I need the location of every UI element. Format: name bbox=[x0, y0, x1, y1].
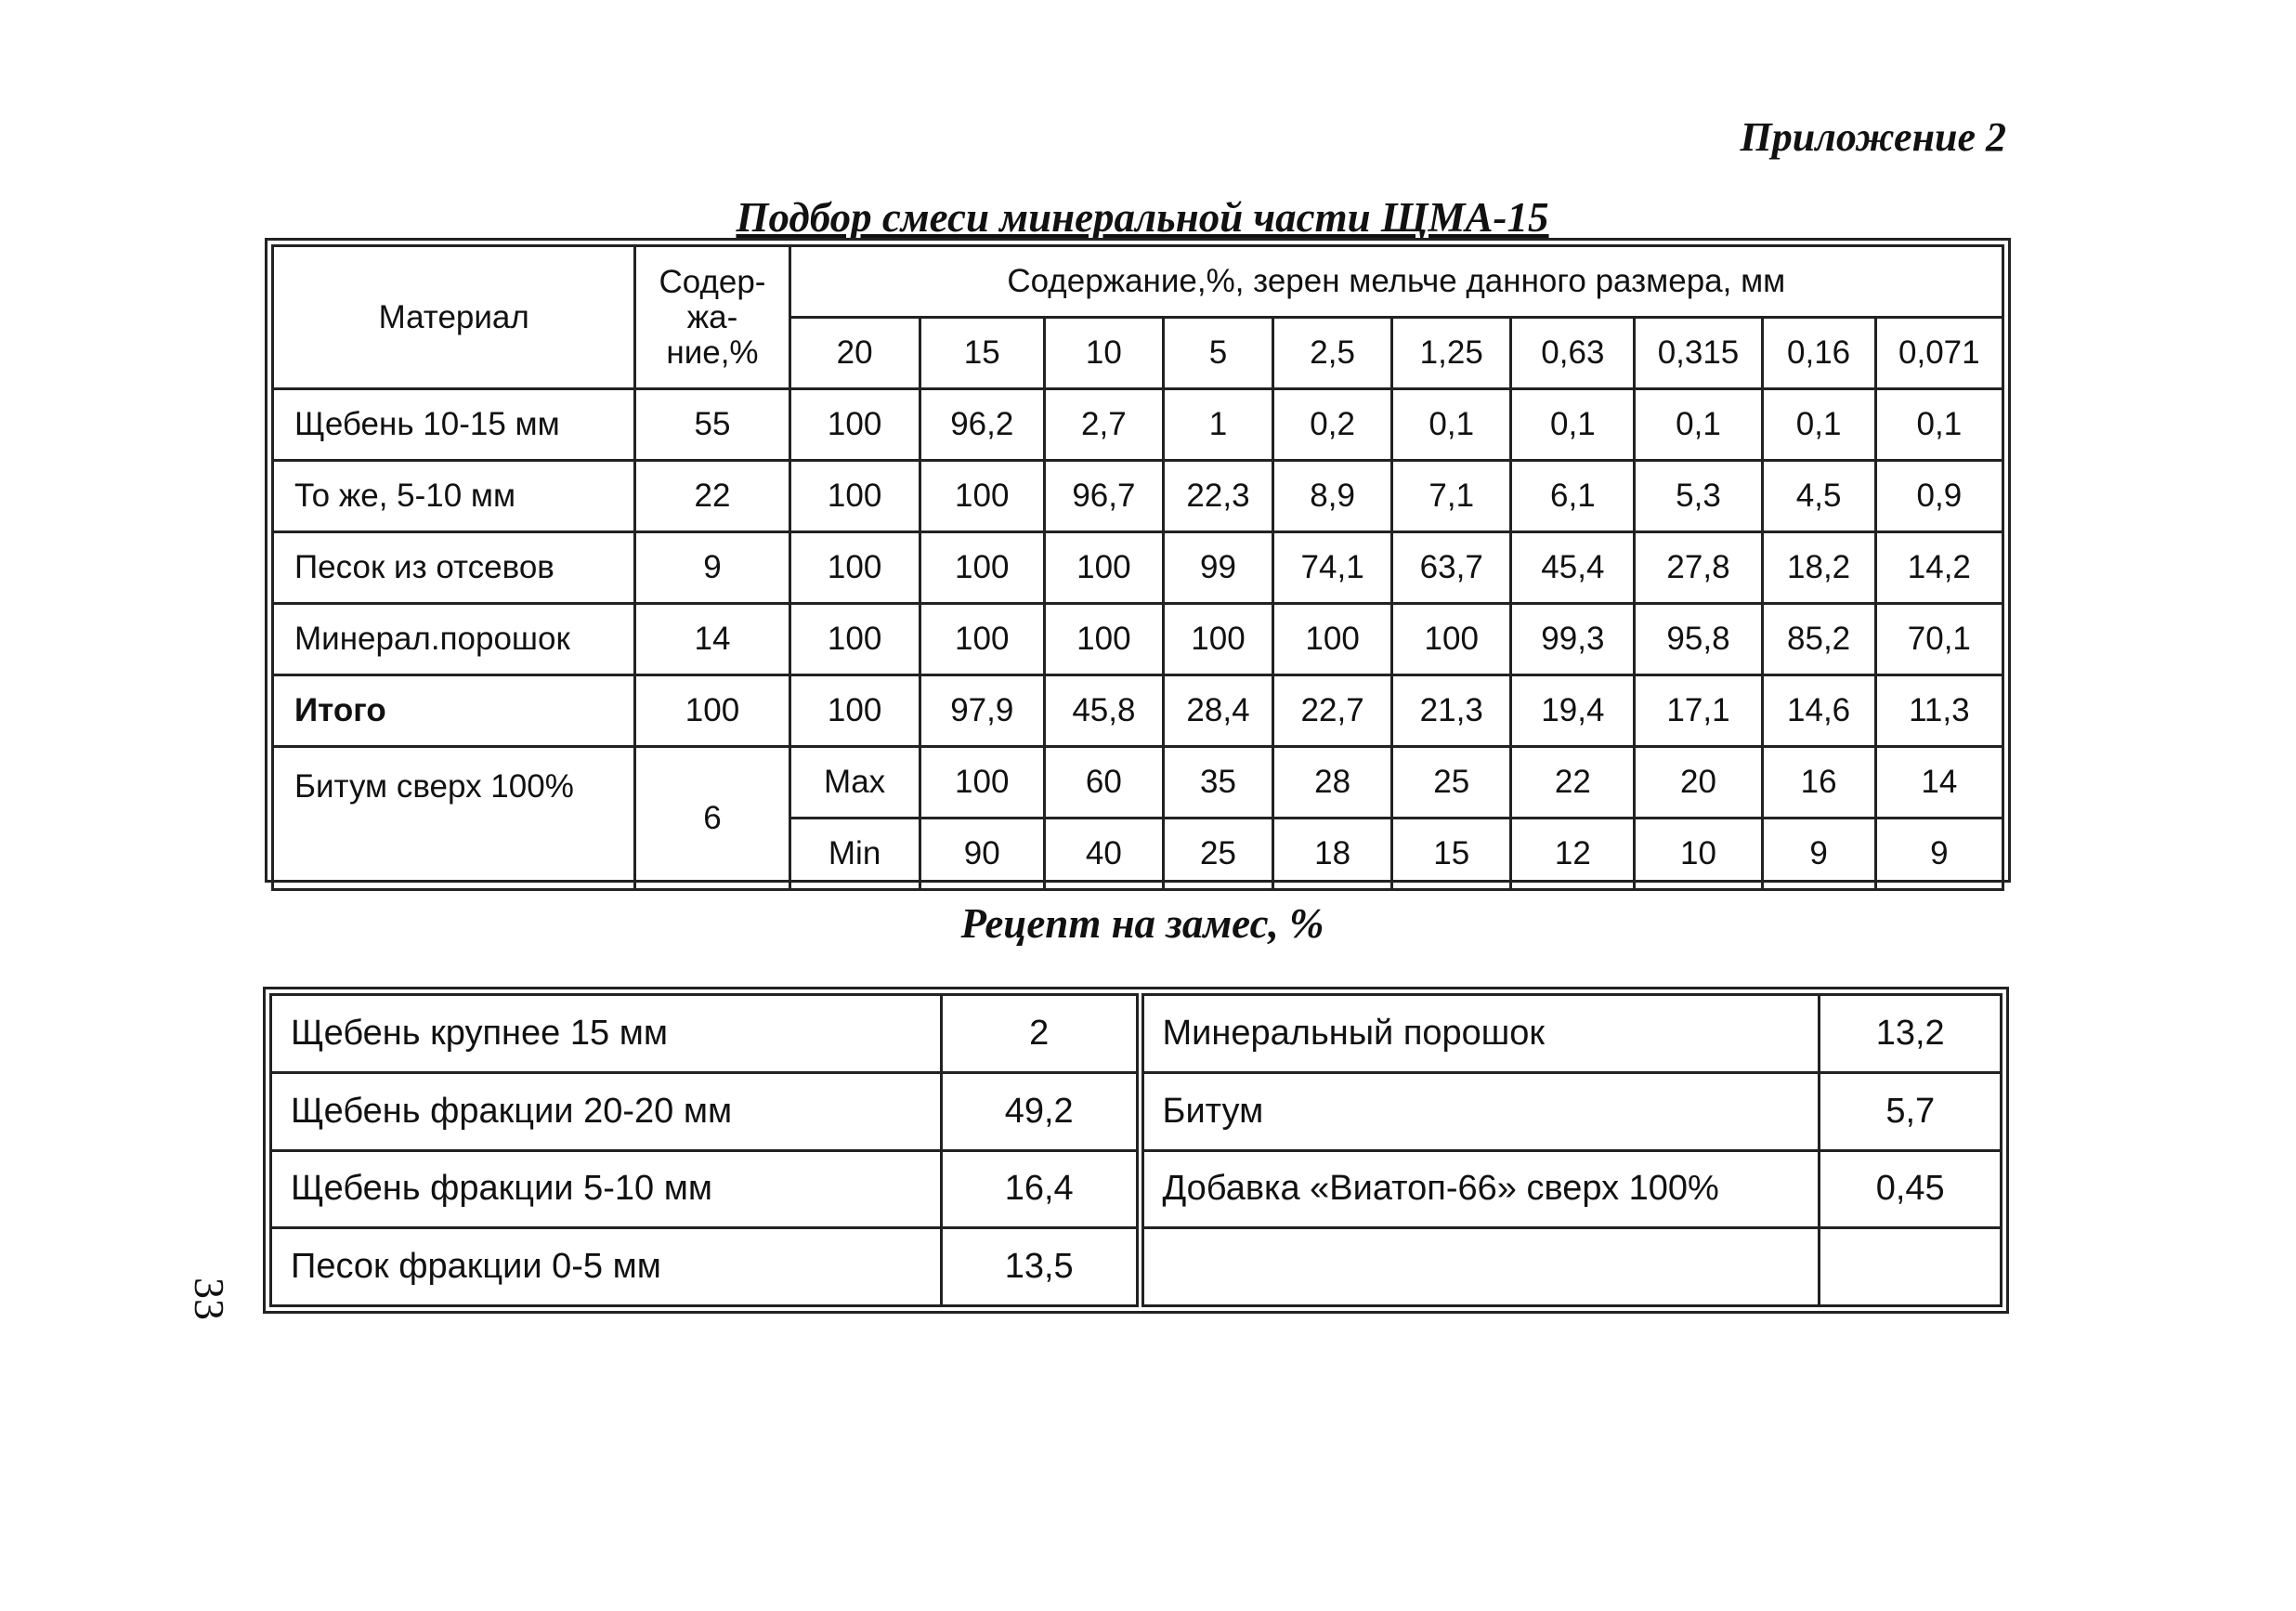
value-cell: 0,1 bbox=[1635, 389, 1762, 461]
value-cell: 7,1 bbox=[1392, 461, 1511, 532]
value-cell: 100 bbox=[1273, 604, 1392, 675]
value-cell: 20 bbox=[1635, 747, 1762, 819]
value-cell: 45,8 bbox=[1044, 675, 1163, 747]
value-cell: 60 bbox=[1044, 747, 1163, 819]
value-cell: 0,1 bbox=[1392, 389, 1511, 461]
recipe-right-value: 0,45 bbox=[1820, 1150, 2002, 1228]
value-cell: 27,8 bbox=[1635, 532, 1762, 604]
value-cell: 100 bbox=[1392, 604, 1511, 675]
value-cell: 100 bbox=[789, 604, 920, 675]
size-cell: 0,63 bbox=[1511, 318, 1635, 389]
value-cell: 100 bbox=[920, 461, 1044, 532]
size-cell: 2,5 bbox=[1273, 318, 1392, 389]
value-cell: 18 bbox=[1273, 819, 1392, 890]
value-cell: 11,3 bbox=[1875, 675, 2002, 747]
value-cell: 100 bbox=[920, 747, 1044, 819]
content-cell: 9 bbox=[635, 532, 789, 604]
value-cell: 19,4 bbox=[1511, 675, 1635, 747]
size-cell: 0,16 bbox=[1762, 318, 1875, 389]
value-cell: 0,1 bbox=[1875, 389, 2002, 461]
table-header-row bbox=[273, 246, 2003, 318]
value-cell: 22 bbox=[1511, 747, 1635, 819]
recipe-left-value: 16,4 bbox=[941, 1150, 1140, 1228]
recipe-table-frame bbox=[263, 987, 2009, 1314]
value-cell: 9 bbox=[1875, 819, 2002, 890]
recipe-right-value: 5,7 bbox=[1820, 1072, 2002, 1150]
bitumen-max-row bbox=[273, 747, 2003, 819]
recipe-row bbox=[271, 1228, 2002, 1306]
recipe-right-label: Минеральный порошок bbox=[1140, 995, 1820, 1073]
size-cell: 20 bbox=[789, 318, 920, 389]
value-cell: 96,7 bbox=[1044, 461, 1163, 532]
value-cell: 74,1 bbox=[1273, 532, 1392, 604]
value-cell: 1 bbox=[1163, 389, 1272, 461]
value-cell: 0,1 bbox=[1511, 389, 1635, 461]
header-material: Материал bbox=[273, 246, 635, 389]
recipe-row bbox=[271, 1150, 2002, 1228]
content-cell: 55 bbox=[635, 389, 789, 461]
material-cell: Минерал.порошок bbox=[273, 604, 635, 675]
size-cell: 1,25 bbox=[1392, 318, 1511, 389]
content-cell: 22 bbox=[635, 461, 789, 532]
value-cell: 22,7 bbox=[1273, 675, 1392, 747]
table-row bbox=[273, 532, 2003, 604]
value-cell: 5,3 bbox=[1635, 461, 1762, 532]
value-cell: 25 bbox=[1392, 747, 1511, 819]
recipe-left-value: 2 bbox=[941, 995, 1140, 1073]
mix-selection-table bbox=[271, 244, 2004, 891]
size-cell: 5 bbox=[1163, 318, 1272, 389]
recipe-right-label: Добавка «Виатоп-66» сверх 100% bbox=[1140, 1150, 1820, 1228]
recipe-right-value: 13,2 bbox=[1820, 995, 2002, 1073]
value-cell: 70,1 bbox=[1875, 604, 2002, 675]
value-cell: 100 bbox=[920, 532, 1044, 604]
value-cell: 8,9 bbox=[1273, 461, 1392, 532]
recipe-left-value: 13,5 bbox=[941, 1228, 1140, 1306]
material-cell: Щебень 10-15 мм bbox=[273, 389, 635, 461]
value-cell: 100 bbox=[1044, 532, 1163, 604]
value-cell: 100 bbox=[1163, 604, 1272, 675]
value-cell: 25 bbox=[1163, 819, 1272, 890]
value-cell: 17,1 bbox=[1635, 675, 1762, 747]
value-cell: 45,4 bbox=[1511, 532, 1635, 604]
value-cell: 96,2 bbox=[920, 389, 1044, 461]
recipe-right-label: Битум bbox=[1140, 1072, 1820, 1150]
value-cell: 100 bbox=[789, 675, 920, 747]
size-cell: 10 bbox=[1044, 318, 1163, 389]
value-cell: 12 bbox=[1511, 819, 1635, 890]
value-cell: 22,3 bbox=[1163, 461, 1272, 532]
size-cell: 0,315 bbox=[1635, 318, 1762, 389]
recipe-row bbox=[271, 995, 2002, 1073]
min-label: Min bbox=[789, 819, 920, 890]
value-cell: 14,6 bbox=[1762, 675, 1875, 747]
recipe-title: Рецепт на замес, % bbox=[960, 900, 1324, 947]
value-cell: 0,2 bbox=[1273, 389, 1392, 461]
material-cell-total: Итого bbox=[273, 675, 635, 747]
recipe-left-value: 49,2 bbox=[941, 1072, 1140, 1150]
value-cell: 28,4 bbox=[1163, 675, 1272, 747]
size-cell: 0,071 bbox=[1875, 318, 2002, 389]
value-cell: 85,2 bbox=[1762, 604, 1875, 675]
value-cell: 95,8 bbox=[1635, 604, 1762, 675]
value-cell: 100 bbox=[789, 532, 920, 604]
value-cell: 99 bbox=[1163, 532, 1272, 604]
value-cell: 0,1 bbox=[1762, 389, 1875, 461]
value-cell: 35 bbox=[1163, 747, 1272, 819]
value-cell: 63,7 bbox=[1392, 532, 1511, 604]
value-cell: 18,2 bbox=[1762, 532, 1875, 604]
page-number: 33 bbox=[186, 1277, 233, 1320]
recipe-table bbox=[269, 993, 2002, 1307]
page-title: Подбор смеси минеральной части ЩМА-15 bbox=[736, 194, 1549, 241]
value-cell: 99,3 bbox=[1511, 604, 1635, 675]
header-content: Содер- жа- ние,% bbox=[635, 246, 789, 389]
value-cell: 100 bbox=[920, 604, 1044, 675]
value-cell: 100 bbox=[1044, 604, 1163, 675]
material-cell: То же, 5-10 мм bbox=[273, 461, 635, 532]
value-cell: 6,1 bbox=[1511, 461, 1635, 532]
table-row bbox=[273, 604, 2003, 675]
total-row bbox=[273, 675, 2003, 747]
recipe-right-label bbox=[1140, 1228, 1820, 1306]
recipe-right-value bbox=[1820, 1228, 2002, 1306]
recipe-left-label: Щебень фракции 20-20 мм bbox=[271, 1072, 942, 1150]
content-cell: 14 bbox=[635, 604, 789, 675]
appendix-label: Приложение 2 bbox=[1740, 114, 2006, 160]
recipe-left-label: Щебень крупнее 15 мм bbox=[271, 995, 942, 1073]
bitumen-material-cell: Битум сверх 100% bbox=[273, 747, 635, 890]
value-cell: 14,2 bbox=[1875, 532, 2002, 604]
value-cell: 2,7 bbox=[1044, 389, 1163, 461]
value-cell: 97,9 bbox=[920, 675, 1044, 747]
value-cell: 40 bbox=[1044, 819, 1163, 890]
bitumen-content-cell: 6 bbox=[635, 747, 789, 890]
mix-selection-table-frame bbox=[265, 238, 2011, 883]
value-cell: 28 bbox=[1273, 747, 1392, 819]
max-label: Max bbox=[789, 747, 920, 819]
value-cell: 16 bbox=[1762, 747, 1875, 819]
table-row bbox=[273, 461, 2003, 532]
recipe-left-label: Песок фракции 0-5 мм bbox=[271, 1228, 942, 1306]
value-cell: 14 bbox=[1875, 747, 2002, 819]
value-cell: 0,9 bbox=[1875, 461, 2002, 532]
value-cell: 21,3 bbox=[1392, 675, 1511, 747]
value-cell: 4,5 bbox=[1762, 461, 1875, 532]
content-cell: 100 bbox=[635, 675, 789, 747]
value-cell: 15 bbox=[1392, 819, 1511, 890]
table-row bbox=[273, 389, 2003, 461]
size-cell: 15 bbox=[920, 318, 1044, 389]
material-cell: Песок из отсевов bbox=[273, 532, 635, 604]
value-cell: 100 bbox=[789, 461, 920, 532]
recipe-row bbox=[271, 1072, 2002, 1150]
value-cell: 9 bbox=[1762, 819, 1875, 890]
header-sizes-caption: Содержание,%, зерен мельче данного размера, мм bbox=[789, 246, 2002, 318]
value-cell: 90 bbox=[920, 819, 1044, 890]
value-cell: 10 bbox=[1635, 819, 1762, 890]
recipe-left-label: Щебень фракции 5-10 мм bbox=[271, 1150, 942, 1228]
value-cell: 100 bbox=[789, 389, 920, 461]
